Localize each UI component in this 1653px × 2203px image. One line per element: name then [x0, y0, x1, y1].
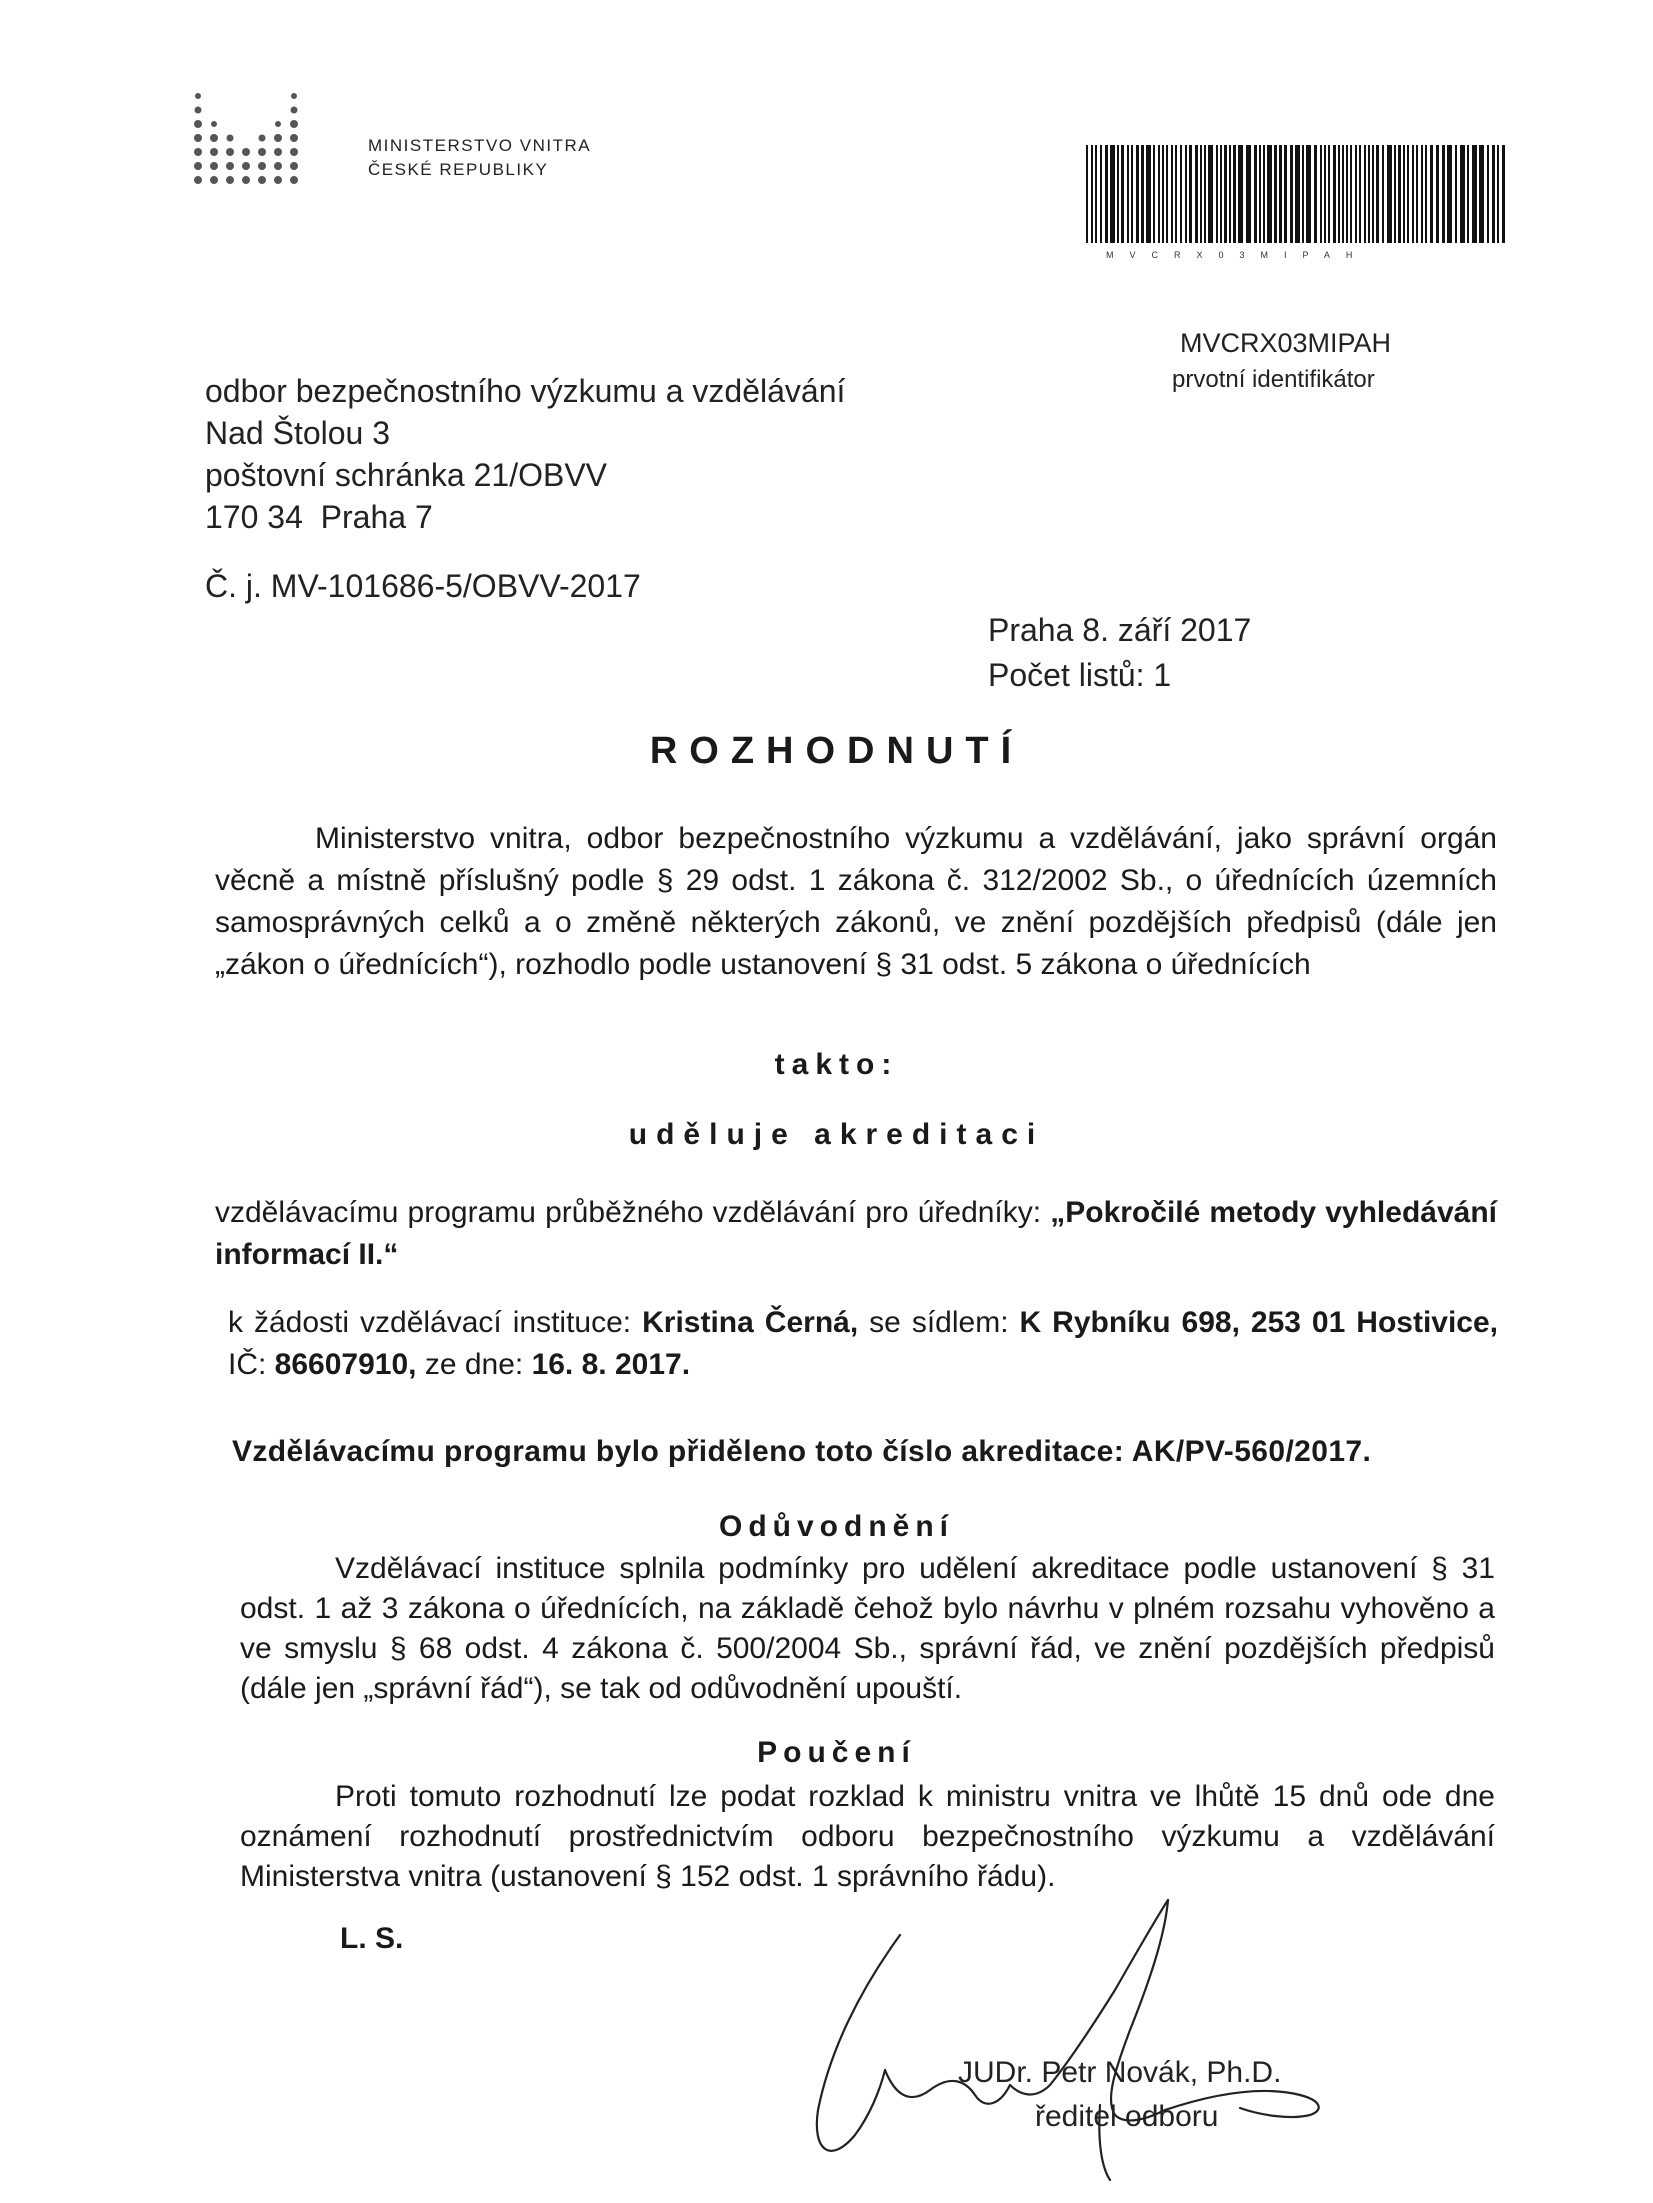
barcode-bar — [1416, 145, 1418, 243]
barcode-bar — [1333, 145, 1336, 243]
barcode-bar — [1185, 145, 1187, 243]
sender-line: poštovní schránka 21/OBVV — [205, 457, 607, 493]
seal-placeholder: L. S. — [340, 1922, 404, 1955]
barcode-bar — [1127, 145, 1129, 243]
institution-ico: 86607910, — [274, 1348, 417, 1381]
barcode-bar — [1314, 145, 1317, 243]
reference-number: Č. j. MV-101686-5/OBVV-2017 — [205, 568, 641, 604]
barcode-bar — [1162, 145, 1164, 243]
barcode-bar — [1274, 145, 1277, 243]
barcode-bar — [1350, 145, 1352, 243]
instruction-text: Proti tomuto rozhodnutí lze podat rozklad k ministru vnitra ve lhůtě 15 dnů ode dne oznámení rozhodnutí prostřednictvím odboru bezpečnostního výzkumu a vzdělávání Ministerstva vnitra (ustanovení § 152 odst. 1 správního řádu). — [240, 1780, 1495, 1893]
barcode-bar — [1141, 145, 1144, 243]
barcode-bar — [1267, 145, 1272, 243]
institution-address: K Rybníku 698, 253 01 Hostivice, — [1019, 1306, 1498, 1339]
barcode-bar — [1497, 145, 1499, 243]
barcode-bar — [1359, 145, 1361, 243]
barcode-bar — [1171, 145, 1173, 243]
barcode-bar — [1425, 145, 1427, 243]
barcode-bar — [1320, 145, 1322, 243]
barcode-bar — [1117, 145, 1119, 243]
barcode-bar — [1238, 145, 1243, 243]
barcode-bar — [1153, 145, 1155, 243]
barcode-bar — [1224, 145, 1227, 243]
barcode-bar — [1279, 145, 1282, 243]
barcode-bar — [1189, 145, 1192, 243]
request-text: k žádosti vzdělávací instituce: — [228, 1306, 643, 1339]
intro-paragraph — [215, 818, 1497, 986]
barcode-bar — [1382, 145, 1384, 243]
barcode-bar — [1447, 145, 1452, 243]
barcode-bar — [1455, 145, 1457, 243]
barcode-bar — [1220, 145, 1222, 243]
barcode-bar — [1467, 145, 1469, 243]
request-paragraph — [228, 1302, 1498, 1386]
barcode-bar — [1095, 145, 1097, 243]
request-text: se sídlem: — [858, 1306, 1020, 1339]
document-title: ROZHODNUTÍ — [649, 730, 1024, 772]
primary-identifier-label: prvotní identifikátor — [1172, 366, 1375, 393]
ministry-logo — [188, 88, 358, 213]
barcode-bar — [1324, 145, 1326, 243]
barcode-bar — [1295, 145, 1300, 243]
barcode-bar — [1229, 145, 1231, 243]
barcode-bar — [1328, 145, 1330, 243]
barcode-bar — [1338, 145, 1340, 243]
barcode-bar — [1364, 145, 1366, 243]
barcode-bar — [1306, 145, 1311, 243]
barcode-bar — [1110, 145, 1115, 243]
barcode-bar — [1131, 145, 1133, 243]
barcode-bar — [1259, 145, 1261, 243]
barcode-bar — [1200, 145, 1202, 243]
sender-line: 170 34 Praha 7 — [205, 499, 433, 535]
barcode-bar — [1146, 145, 1151, 243]
request-date: 16. 8. 2017. — [531, 1348, 691, 1381]
barcode-bar — [1284, 145, 1287, 243]
barcode-bar — [1195, 145, 1198, 243]
intro-text: Ministerstvo vnitra, odbor bezpečnostního výzkumu a vzdělávání, jako správní orgán věcně a místně příslušný podle § 29 odst. 1 zákona č. 312/2002 Sb., o úřednících územních samosprávných celků a o změně některých zákonů, ve znění pozdějších předpisů (dále jen „zákon o úřednících“), rozhodlo podle ustanovení § 31 odst. 5 zákona o úřednících — [215, 822, 1497, 981]
sender-line: Nad Štolou 3 — [205, 415, 391, 451]
signer-role: ředitel odboru — [1035, 2100, 1219, 2133]
barcode-bar — [1302, 145, 1304, 243]
program-name: „Pokročilé metody vyhledávání informací II.“ — [215, 1196, 1497, 1271]
barcode-bar — [1412, 145, 1414, 243]
barcode-bar — [1376, 145, 1379, 243]
barcode-bar — [1460, 145, 1465, 243]
barcode-bar — [1394, 145, 1396, 243]
barcode-bar — [1166, 145, 1168, 243]
signer-name: JUDr. Petr Novák, Ph.D. — [958, 2056, 1282, 2089]
barcode-bar — [1254, 145, 1257, 243]
barcode-bar — [1136, 145, 1139, 243]
barcode-bar — [1479, 145, 1484, 243]
justification-text: Vzdělávací instituce splnila podmínky pro udělení akreditace podle ustanovení § 31 odst. 1 až 3 zákona o úřednících, na základě čehož bylo návrhu v plném rozsahu vyhověno a ve smyslu § 68 odst. 4 zákona č. 500/2004 Sb., správní řád, ve znění pozdějších předpisů (dále jen „správní řád“), se tak od odůvodnění upouští. — [240, 1552, 1495, 1705]
place-date-block — [988, 608, 1251, 698]
barcode-bar — [1290, 145, 1293, 243]
barcode-bar — [1086, 145, 1088, 243]
barcode-bar — [1430, 145, 1433, 243]
barcode-bar — [1421, 145, 1423, 243]
justification-heading: Odůvodnění — [719, 1510, 954, 1543]
ministry-name-line1: MINISTERSTVO VNITRA — [368, 136, 592, 155]
barcode-bar — [1100, 145, 1102, 243]
barcode-bar — [1263, 145, 1265, 243]
request-text: ze dne: — [416, 1348, 532, 1381]
ministry-name-line2: ČESKÉ REPUBLIKY — [368, 160, 549, 179]
barcode-bar — [1355, 145, 1357, 243]
institution-name: Kristina Černá, — [642, 1306, 859, 1339]
instruction-heading: Poučení — [757, 1736, 916, 1769]
barcode-bar — [1246, 145, 1251, 243]
barcode-bar — [1387, 145, 1392, 243]
barcode-bar — [1121, 145, 1124, 243]
barcode-bar — [1208, 145, 1213, 243]
barcode-bar — [1442, 145, 1445, 243]
barcode-caption: MVCRX03MIPAH — [1106, 250, 1369, 260]
barcode-bar — [1487, 145, 1489, 243]
decision-heading: uděluje akreditaci — [628, 1118, 1045, 1151]
program-prefix: vzdělávacímu programu průběžného vzdělávání pro úředníky: — [215, 1196, 1051, 1229]
barcode-bar — [1502, 145, 1505, 243]
barcode-bar — [1472, 145, 1477, 243]
barcode-bar — [1436, 145, 1439, 243]
sheet-count: Počet listů: 1 — [988, 657, 1172, 693]
barcode-bar — [1105, 145, 1108, 243]
barcode-bar — [1180, 145, 1182, 243]
handwritten-signature — [770, 1880, 1370, 2190]
primary-identifier: MVCRX03MIPAH — [1180, 328, 1392, 358]
instruction-paragraph — [240, 1777, 1495, 1897]
takto-heading: takto: — [774, 1048, 899, 1081]
barcode-bar — [1407, 145, 1409, 243]
barcode-bar — [1158, 145, 1160, 243]
barcode-bar — [1403, 145, 1405, 243]
barcode — [1086, 145, 1506, 260]
barcode-bar — [1233, 145, 1236, 243]
barcode-bar — [1492, 145, 1495, 243]
barcode-bar — [1368, 145, 1370, 243]
barcode-bar — [1372, 145, 1374, 243]
barcode-bar — [1216, 145, 1218, 243]
barcode-bar — [1398, 145, 1401, 243]
barcode-bar — [1091, 145, 1093, 243]
accreditation-number: Vzdělávacímu programu bylo přiděleno toto číslo akreditace: AK/PV-560/2017. — [232, 1435, 1372, 1468]
barcode-bar — [1346, 145, 1348, 243]
place-date: Praha 8. září 2017 — [988, 612, 1252, 648]
barcode-bar — [1204, 145, 1206, 243]
sender-address — [205, 370, 845, 538]
barcode-bar — [1175, 145, 1177, 243]
justification-paragraph — [240, 1549, 1495, 1709]
program-paragraph — [215, 1192, 1497, 1276]
sender-line: odbor bezpečnostního výzkumu a vzdělávání — [205, 373, 846, 409]
barcode-bar — [1342, 145, 1344, 243]
request-text: IČ: — [228, 1348, 275, 1381]
ministry-name — [368, 134, 591, 182]
